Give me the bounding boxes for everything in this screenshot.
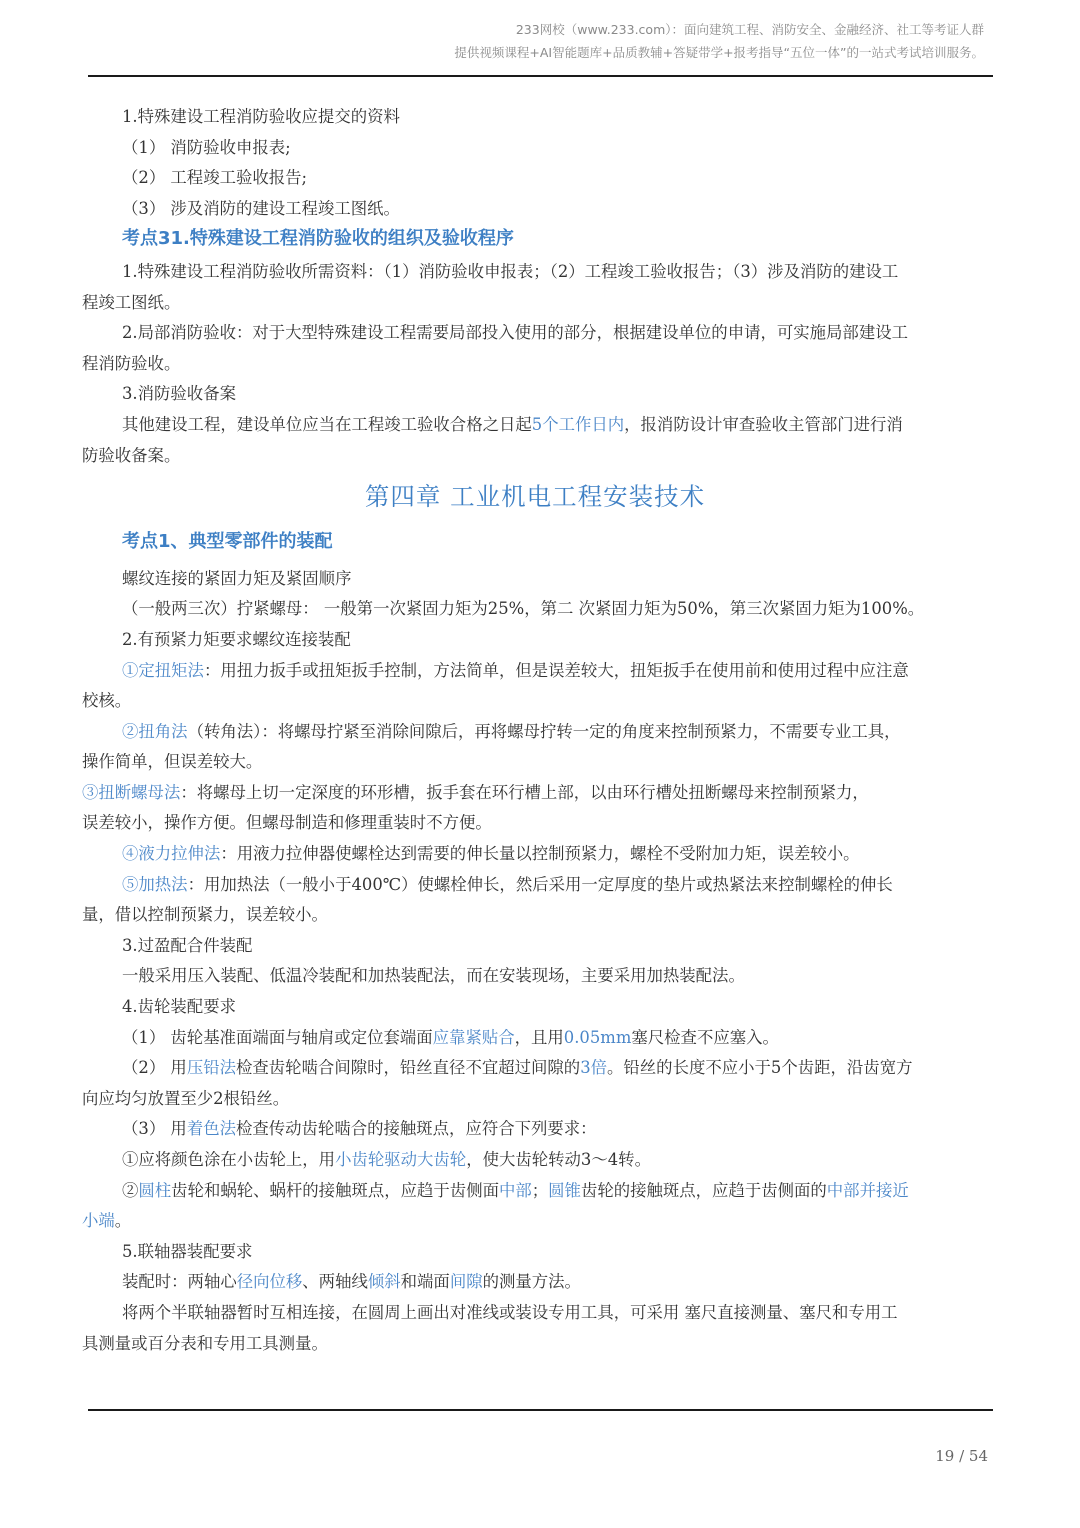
text-run: 齿轮的接触斑点，应趋于齿侧面的 [580,1180,827,1200]
text-run: 和端面 [400,1272,450,1292]
header-line-1: 233网校（www.233.com）：面向建筑工程、消防安全、金融经济、社工等考证人群 [515,22,984,37]
highlight-text: 5个工作日内 [531,414,625,434]
list-item: （2） 工程竣工验收报告; [122,168,308,188]
highlight-text: 倾斜 [367,1272,401,1292]
paragraph-line: 防验收备案。 [82,445,181,465]
highlight-text: 小齿轮驱动大齿轮 [335,1150,467,1169]
text-run: 的测量方法。 [482,1272,581,1292]
text-run: ：用加热法（一般小于400℃）使螺栓伸长，然后采用一定厚度的垫片或热紧法来控制螺栓的伸长 [187,874,893,894]
paragraph-line [82,656,988,687]
list-item: （3） 涉及消防的建设工程竣工图纸。 [122,198,400,218]
highlight-text: 压铅法 [186,1058,236,1078]
paragraph-line: 将两个半联轴器暂时互相连接，在圆周上画出对准线或装设专用工具，可采用 塞尺直接测量、塞尺和专用工 [122,1302,898,1322]
text-run: 齿轮和蜗轮、蜗杆的接触斑点，应趋于齿侧面 [171,1180,499,1200]
highlight-text: ③扭断螺母法 [82,782,181,802]
paragraph-line: 校核。 [82,691,132,711]
text-run: ，且用 [514,1027,564,1047]
highlight-text: 着色法 [186,1119,236,1139]
paragraph-line [82,870,988,901]
section-title: 1.特殊建设工程消防验收应提交的资料 [122,107,400,126]
highlight-text: 径向位移 [236,1272,303,1292]
highlight-text: 圆锥 [548,1180,581,1200]
paragraph-line: 误差较小，操作方便。但螺母制造和修理重装时不方便。 [82,813,492,833]
highlight-text: 小端 [82,1211,115,1231]
paragraph-line: （一般两三次）拧紧螺母： 一般第一次紧固力矩为25%，第二 次紧固力矩为50%，第三次紧固力矩为100%。 [122,599,925,619]
text-run: ； [531,1180,549,1200]
paragraph-line: 5.联轴器装配要求 [122,1241,253,1261]
paragraph-line [82,1206,988,1237]
paragraph-line: 程竣工图纸。 [82,292,181,312]
text-run: ①应将颜色涂在小齿轮上，用 [122,1150,336,1169]
text-run: ：用扭力扳手或扭矩扳手控制，方法简单，但是误差较大，扭矩扳手在使用前和使用过程中应注意 [203,660,909,680]
text-run: 装配时：两轴心 [122,1272,237,1292]
paragraph-line [82,1176,988,1207]
paragraph-line [82,778,988,809]
text-run: 。 [114,1211,132,1231]
paragraph-line: 4.齿轮装配要求 [122,997,236,1017]
paragraph-line: 一般采用压入装配、低温冷装配和加热装配法，而在安装现场，主要采用加热装配法。 [122,966,745,986]
text-run: （1） 齿轮基准面端面与轴肩或定位套端面 [122,1027,433,1047]
highlight-text: 中部 [498,1180,532,1200]
text-run: 、两轴线 [302,1272,368,1292]
highlight-text: 0.05mm [563,1027,632,1047]
text-run: 其他建设工程，建设单位应当在工程竣工验收合格之日起 [122,414,532,434]
paragraph-line: 2.局部消防验收：对于大型特殊建设工程需要局部投入使用的部分，根据建设单位的申请，可实施局部建设工 [122,323,908,343]
text-run: ，报消防设计审查验收主管部门进行消 [624,414,903,434]
paragraph-line: 操作简单，但误差较大。 [82,752,263,772]
paragraph-line: 螺纹连接的紧固力矩及紧固顺序 [122,568,352,588]
highlight-text: ④液力拉伸法 [122,844,221,864]
paragraph-line [82,839,988,870]
highlight-text: ⑤加热法 [122,874,188,894]
highlight-text: 中部并接近 [826,1180,909,1200]
text-run: 检查齿轮啮合间隙时，铅丝直径不宜超过间隙的 [235,1058,581,1078]
paragraph-line: 3.过盈配合件装配 [122,935,253,955]
text-run: （转角法）：将螺母拧紧至消除间隙后，再将螺母拧转一定的角度来控制预紧力，不需要专业工具， [187,721,901,741]
text-run: 。铅丝的长度不应小于5个齿距，沿齿宽方 [607,1058,913,1078]
paragraph-line [82,1267,988,1298]
paragraph-line: 1.特殊建设工程消防验收所需资料：（1）消防验收申报表；（2）工程竣工验收报告；（3）涉及消防的建设工 [122,261,899,281]
page-header [454,18,984,64]
highlight-text: 圆柱 [138,1180,172,1200]
header-line-2: 提供视频课程+AI智能题库+品质教辅+答疑带学+报考指导“五位一体”的一站式考试培训服务。 [454,45,984,60]
list-item: （1） 消防验收申报表; [122,137,291,157]
paragraph-line [82,717,988,748]
paragraph-line [82,1053,988,1084]
paragraph-line: 具测量或百分表和专用工具测量。 [82,1333,328,1353]
text-run: 检查传动齿轮啮合的接触斑点，应符合下列要求： [235,1119,597,1139]
highlight-text: ①定扭矩法 [122,660,204,680]
highlight-text: 间隙 [449,1272,483,1292]
paragraph-line [82,1114,988,1145]
page-number: 19 / 54 [935,1447,988,1465]
text-run: ：将螺母上切一定深度的环形槽，扳手套在环行槽上部，以由环行槽处扭断螺母来控制预紧力， [180,782,869,802]
footer-divider [88,1409,993,1411]
highlight-text: ②扭角法 [122,721,188,741]
paragraph-line [82,1023,988,1054]
kp1-heading: 考点1、典型零部件的装配 [122,531,333,553]
text-run: ：用液力拉伸器使螺栓达到需要的伸长量以控制预紧力，螺栓不受附加力矩，误差较小。 [220,844,860,864]
highlight-text: 3倍 [580,1058,608,1078]
text-run: ，使大齿轮转动3～4转。 [466,1150,651,1169]
header-divider [88,75,993,77]
paragraph-line: 2.有预紧力矩要求螺纹连接装配 [122,629,351,649]
paragraph-line: 量，借以控制预紧力，误差较小。 [82,905,328,925]
text-run: （3） 用 [122,1119,187,1139]
page-content [82,102,988,1359]
text-run: ② [122,1180,139,1200]
highlight-text: 应靠紧贴合 [432,1027,515,1047]
paragraph-line: 程消防验收。 [82,353,181,373]
paragraph-line: 3.消防验收备案 [122,384,236,404]
kp31-heading: 考点31.特殊建设工程消防验收的组织及验收程序 [122,228,514,250]
chapter-title: 第四章 工业机电工程安装技术 [364,482,706,512]
paragraph-line [82,410,988,441]
paragraph-line [82,1145,988,1176]
text-run: 塞尺检查不应塞入。 [631,1027,779,1047]
paragraph-line: 向应均匀放置至少2根铅丝。 [82,1088,290,1108]
text-run: （2） 用 [122,1058,187,1078]
